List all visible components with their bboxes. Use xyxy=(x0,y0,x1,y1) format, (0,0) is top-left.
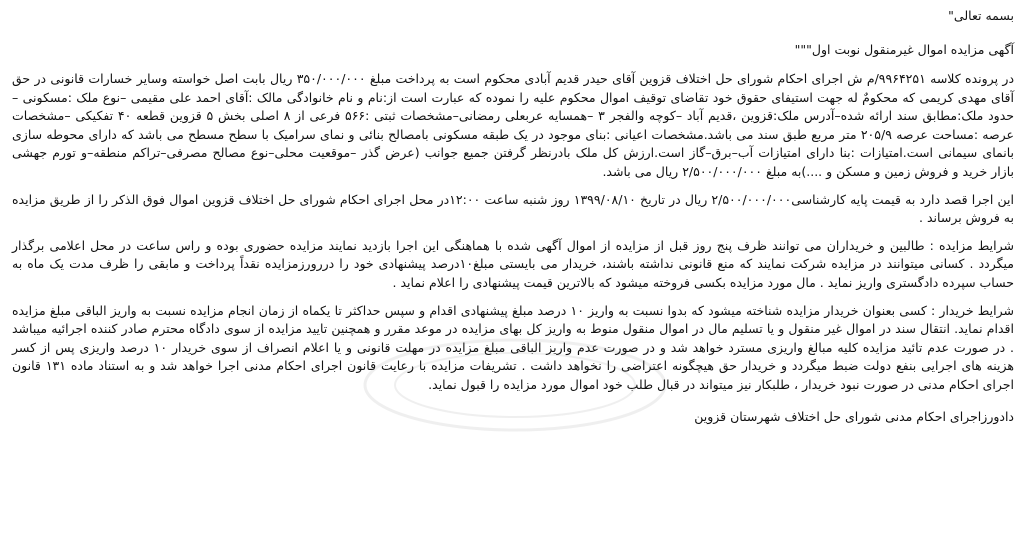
paragraph-auction-date: این اجرا قصد دارد به قیمت پایه کارشناسی۲/۵۰۰/۰۰۰/۰۰۰ ریال در تاریخ ۱۳۹۹/۰۸/۱۰ روز شنبه ساعت ۱۲:۰۰در محل اجرای احکام شورای حل اختلاف قزوین اموال فوق الذکر را از طریق مزایده به فروش برساند . xyxy=(12,191,1014,226)
document-header: بسمه تعالی" xyxy=(948,8,1014,23)
paragraph-auction-terms: شرایط مزایده : طالبین و خریداران می توانند ظرف پنج روز قبل از مزایده از اموال آگهی شده با هماهنگی این اجرا بازدید نمایند مزایده حضوری بوده و راس ساعت در محل اعلامی برگذار میگردد . کسانی میتوانند در مزایده شرکت نمایند که منع قانونی نداشته باشند، خریدار می بایستی مبلغ۱۰درصد پیشنهادی خود را دررورزمزایده نقداً پرداخت و مابقی را ظرف مدت یک ماه به حساب سپرده دادگستری واریز نماید . مال مورد مزایده بکسی فروخته میشود که بالاترین قیمت پیشنهادی را اعلام نماید . xyxy=(12,237,1014,290)
document-signature: دادورزاجرای احکام مدنی شورای حل اختلاف شهرستان قزوین xyxy=(694,408,1014,424)
paragraph-case-details: در پرونده کلاسه ۹۹۶۴۲۵۱/م ش اجرای احکام شورای حل اختلاف قزوین آقای حیدر قدیم آبادی محکوم است به پرداخت مبلغ ۳۵۰/۰۰۰/۰۰۰ ریال بابت اصل خواسته وسایر خسارات قانونی در حق آقای مهدی کریمی که محکومٌ له جهت استیفای حقوق خود تقاضای توقیف اموال محکوم علیه را نموده که عبارت است از:نام و نام خانوادگی مالک :آقای احمد علی مقیمی –نوع ملک :مسکونی –حدود ملک:مطابق سند ارائه شده–آدرس ملک:قزوین ،قدیم آباد –کوچه والفجر ۳ –همسایه عربعلی رمضانی–مشخصات ثبتی :۵۶۶ فرعی از ۸ اصلی بخش ۵ قزوین قطعه ۴۰ تفکیکی –مشخصات عرصه :مساحت عرصه ۲۰۵/۹ متر مربع طبق سند می باشد.مشخصات اعیانی :بنای موجود در یک طبقه مسکونی بامصالح بنائی و نمای سرامیک با سطح مسطح می باشد که دارای محوطه سازی بانمای سیمانی است.امتیازات :بنا دارای امتیازات آب–برق–گاز است.ارزش کل ملک بادرنظر گرفتن جمیع جوانب (عرض گذر –موقعیت محلی–نوع مصالح مصرفی–تراکم منطقه–و تورم جهشی بازار خرید و فروش زمین و مسکن و ....)به مبلغ ۲/۵۰۰/۰۰۰/۰۰۰ ریال می باشد. xyxy=(12,71,1015,179)
document-title: آگهی مزایده اموال غیرمنقول نوبت اول""" xyxy=(794,42,1014,57)
paragraph-buyer-terms: شرایط خریدار : کسی بعنوان خریدار مزایده شناخته میشود که بدوا نسبت به واریز ۱۰ درصد مبلغ پیشنهادی اقدام و سپس حداکثر تا یکماه از زمان انجام مزایده نسبت به واریز الباقی مبلغ مزایده اقدام نماید. انتقال سند در اموال غیر منقول و یا تسلیم مال در اموال منقول منوط به واریز کل بهای مزایده در موعد مقرر و همچنین تایید مزایده از سوی دادگاه محترم صادر کننده اجرائیه میباشد . در صورت عدم تائید مزایده کلیه مبالغ واریزی مسترد خواهد شد و در صورت عدم واریز الباقی مبلغ مزایده در مهلت قانونی و یا اعلام انصراف از سوی خریدار ۱۰ درصد واریزی پس از کسر هزینه های اجرایی بنفع دولت ضبط میگردد و خریدار حق هیچگونه اعتراضی را نخواهد داشت . تشریفات مزایده با رعایت قانون اجرای احکام مدنی اجرا خواهد شد و به استناد ماده ۱۳۱ قانون اجرای احکام مدنی در صورت نبود خریدار ، طلبکار نیز میتواند در قبال طلب خود اموال مورد مزایده را قبول نماید. xyxy=(12,302,1015,392)
